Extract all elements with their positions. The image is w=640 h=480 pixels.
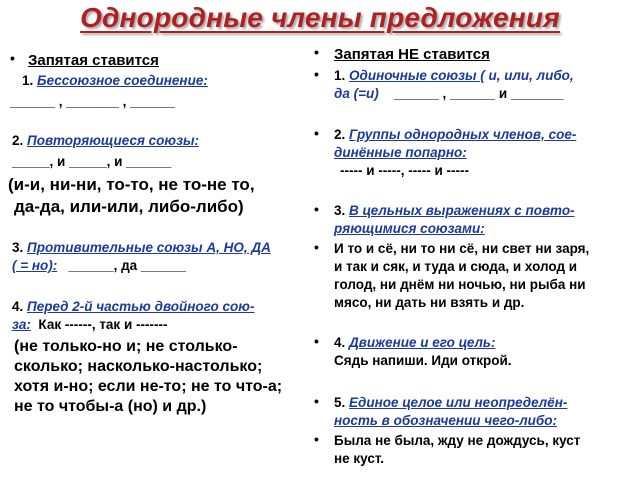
rule-label: В цельных выражениях с повто- (349, 203, 575, 218)
left-header: Запятая ставится (28, 52, 159, 69)
right-rule-1-line2 (334, 86, 563, 102)
rule-label: ность в обозначении чего-либо: (334, 413, 557, 428)
bullet-icon: • (314, 125, 319, 141)
right-rule-2-line2 (334, 145, 467, 161)
right-rule-3-example: голод, ни днём ни ночью, ни рыба ни (334, 277, 586, 292)
left-rule-2-pattern: _____, и _____, и ______ (12, 154, 172, 169)
rule-number: 3. (334, 203, 346, 218)
rule-label: динённые попарно: (334, 145, 467, 160)
rule-label: и, или, либо, (488, 68, 574, 83)
left-rule-4-line2 (12, 317, 167, 333)
rule-label: Движение и его цель: (349, 335, 496, 350)
left-rule-2 (12, 133, 199, 149)
rule-number: 2. (334, 127, 346, 142)
left-rule-3-line2 (12, 258, 186, 274)
left-rule-1 (22, 73, 208, 89)
right-rule-1 (334, 68, 574, 84)
bullet-icon: • (314, 201, 319, 217)
left-rule-4-example: сколько; насколько-настолько; (14, 358, 263, 375)
right-header: Запятая НЕ ставится (334, 46, 490, 63)
rule-label: Группы однородных членов, сое- (349, 127, 577, 142)
left-rule-4 (12, 299, 254, 315)
rule-pattern: Как ------, так и ------- (38, 317, 168, 332)
rule-label: Бессоюзное соединение: (37, 73, 208, 88)
right-rule-3-example: И то и сё, ни то ни сё, ни свет ни заря, (334, 241, 590, 256)
rule-number: 4. (334, 335, 346, 350)
right-rule-3 (334, 203, 575, 219)
rule-label: Повторяющиеся союзы: (27, 133, 199, 148)
rule-label: Противительные союзы А, НО, ДА (27, 240, 271, 255)
rule-number: 5. (334, 395, 346, 410)
left-rule-4-example: (не только-но и; не столько- (14, 338, 238, 355)
rule-number: 1. (334, 68, 346, 83)
bullet-icon: • (314, 44, 319, 60)
bullet-icon: • (314, 333, 319, 349)
bullet-icon: • (314, 66, 319, 82)
left-rule-2-example: да-да, или-или, либо-либо) (14, 197, 244, 216)
right-rule-3-line2 (334, 221, 485, 237)
rule-pattern: ______, да ______ (68, 258, 186, 273)
right-rule-2-pattern: ----- и -----, ----- и ----- (340, 163, 470, 178)
left-rule-4-example: не то чтобы-а (но) и др.) (14, 398, 207, 415)
bullet-icon: • (314, 431, 319, 447)
bullet-icon: • (10, 50, 15, 66)
right-rule-5 (334, 395, 567, 411)
right-rule-5-example: Была не была, жду не дождусь, куст (334, 433, 581, 448)
page-title: Однородные члены предложения (80, 2, 560, 33)
right-rule-5-example: не куст. (334, 451, 385, 466)
right-rule-2 (334, 127, 576, 143)
rule-number: 2. (12, 133, 24, 148)
right-rule-5-line2 (334, 413, 557, 429)
left-rule-4-example: хотя и-но; если не-то; не то что-а; (14, 378, 283, 395)
bullet-icon: • (314, 239, 319, 255)
right-rule-3-example: и так и сяк, и туда и сюда, и холод и (334, 259, 578, 274)
right-rule-4-example: Сядь напиши. Иди открой. (334, 353, 512, 368)
left-rule-3 (12, 240, 271, 256)
rule-label: за: (12, 317, 31, 332)
rule-label: ряющимися союзами: (334, 221, 485, 236)
rule-number: 1. (22, 73, 34, 88)
right-rule-3-example: мясо, ни дать ни взять и др. (334, 295, 525, 310)
rule-label: Единое целое или неопределён- (349, 395, 568, 410)
rule-label: Одиночные союзы ( (349, 68, 485, 83)
left-rule-1-pattern: ______ , _______ , ______ (10, 94, 176, 109)
rule-label: Перед 2-й частью двойного сою- (27, 299, 255, 314)
left-rule-2-example: (и-и, ни-ни, то-то, не то-не то, (8, 175, 255, 194)
rule-number: 3. (12, 240, 24, 255)
right-rule-4 (334, 335, 495, 351)
bullet-icon: • (314, 393, 319, 409)
rule-label: ( = но): (12, 258, 58, 273)
rule-label: да (=и) (334, 86, 379, 101)
rule-number: 4. (12, 299, 24, 314)
rule-pattern: ______ , ______ и _______ (393, 86, 564, 101)
